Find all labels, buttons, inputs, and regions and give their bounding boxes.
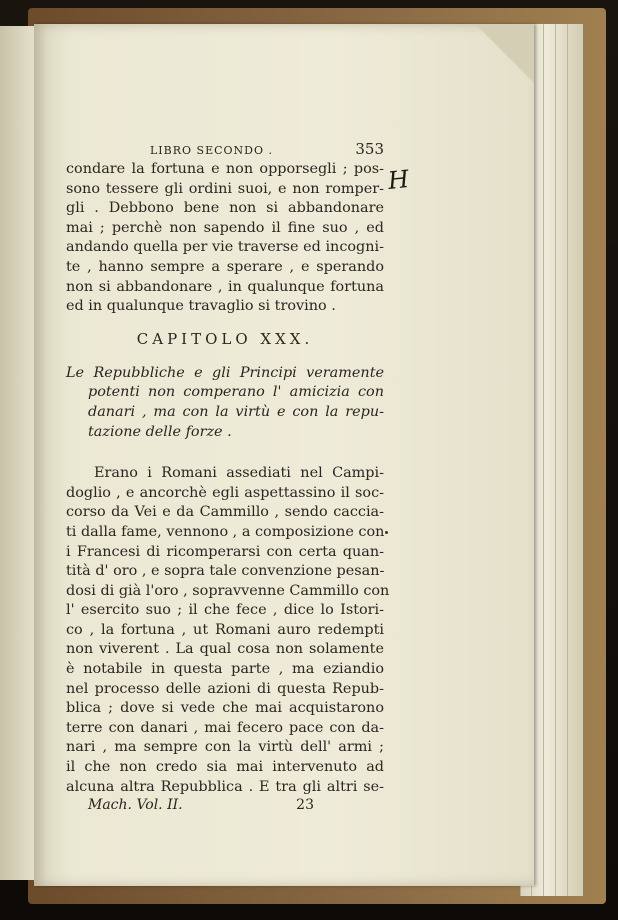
summary-line: danari , ma con la virtù e con la repu- [88, 403, 384, 420]
handwritten-margin-note: H [386, 164, 411, 196]
page-footer [66, 797, 384, 817]
top-paragraph [66, 160, 384, 317]
summary-line: tazione delle forze . [88, 423, 232, 440]
text-line: è notabile in questa parte , ma eziandio [66, 661, 384, 678]
page-number: 353 [355, 140, 384, 158]
text-line: terre con danari , mai fecero pace con da- [66, 719, 384, 736]
text-line: i Francesi di ricomperarsi con certa quan- [66, 543, 384, 560]
text-line: alcuna altra Repubblica . E tra gli altri se- [66, 778, 384, 795]
gathering-mark: 23 [296, 797, 314, 814]
margin-dot [385, 531, 388, 534]
summary-line: potenti non comperano l' amicizia con [88, 384, 384, 401]
signature-mark: Mach. Vol. II. [88, 797, 183, 814]
text-line: te , hanno sempre a sperare , e sperando [66, 258, 384, 275]
text-line: non si abbandonare , in qualunque fortuna [66, 278, 384, 295]
text-line: dosi di già l'oro , sopravvenne Cammillo con [66, 582, 390, 599]
left-page-edge [0, 26, 37, 880]
body-paragraph [66, 464, 390, 797]
text-line: blica ; dove si vede che mai acquistarono [66, 700, 384, 717]
page-fold [474, 24, 534, 84]
text-line: andando quella per vie traverse ed incogni- [66, 239, 384, 256]
text-line: corso da Vei e da Cammillo , sendo caccia- [66, 504, 384, 521]
text-line: il che non credo sia mai intervenuto ad [66, 759, 384, 776]
text-line: condare la fortuna e non opporsegli ; pos- [66, 161, 384, 177]
text-line: Erano i Romani assediati nel Campi- [94, 465, 384, 482]
summary-line: Le Repubbliche e gli Principi veramente [66, 364, 384, 381]
text-line: sono tessere gli ordini suoi, e non romper- [66, 180, 384, 197]
text-line: ed in qualunque travaglio si trovino . [66, 298, 336, 315]
chapter-title: CAPITOLO XXX. [136, 329, 314, 348]
text-line: ti dalla fame, vennono , a composizione con [66, 523, 385, 540]
text-line: mai ; perchè non sapendo il fine suo , ed [66, 219, 384, 236]
text-line: tità d' oro , e sopra tale convenzione pesan- [66, 563, 385, 580]
text-line: nel processo delle azioni di questa Repub- [66, 680, 384, 697]
text-line: non viverent . La qual cosa non solamente [66, 641, 384, 658]
text-line: nari , ma sempre con la virtù dell' armi ; [66, 739, 384, 756]
running-head: LIBRO SECONDO . [150, 144, 273, 157]
chapter-summary [66, 364, 384, 442]
text-line: l' esercito suo ; il che fece , dice lo Istori- [66, 602, 384, 619]
text-line: gli . Debbono bene non si abbandonare [66, 200, 384, 217]
running-header [66, 140, 384, 160]
text-line: co , la fortuna , ut Romani auro redempti [66, 621, 384, 638]
text-line: doglio , e ancorchè egli aspettassino il soc- [66, 484, 384, 501]
page-text [66, 140, 390, 817]
